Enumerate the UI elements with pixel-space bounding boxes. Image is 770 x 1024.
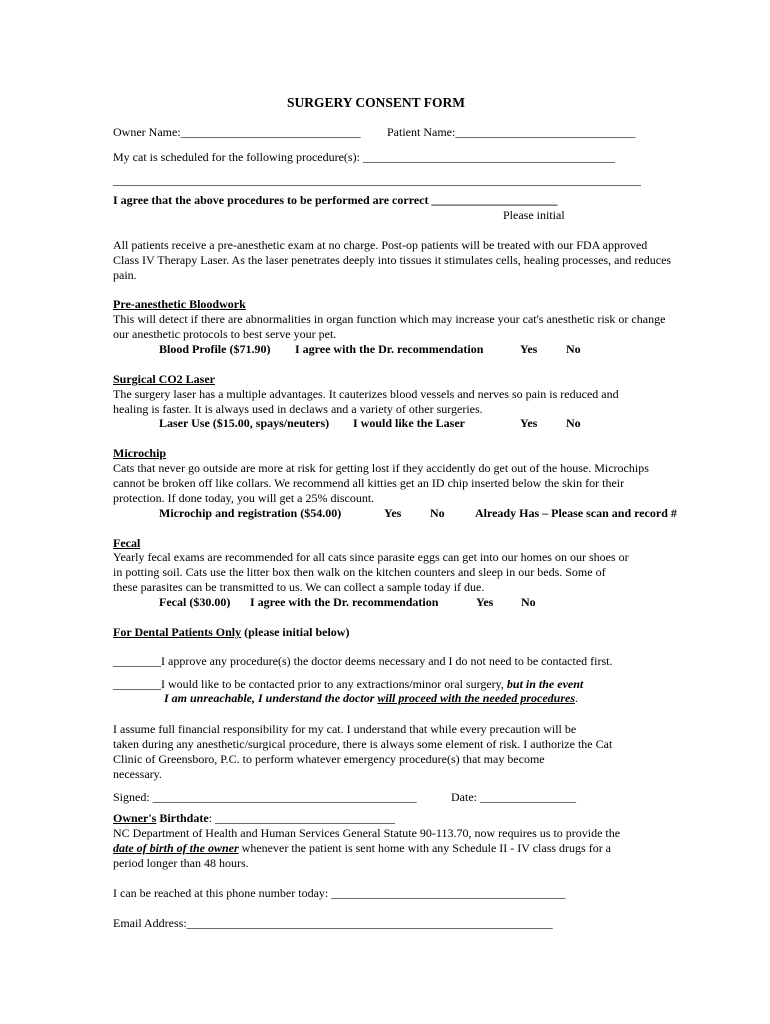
intro-line: All patients receive a pre-anesthetic exam at no charge. Post-op patients will be treated with our FDA approved	[113, 238, 648, 252]
fecal-text: these parasites can be transmitted to us. We can collect a sample today if due.	[113, 580, 485, 594]
microchip-no-option[interactable]: No	[430, 506, 445, 520]
please-initial-caption: Please initial	[503, 208, 565, 222]
procedure-field-continued[interactable]: ________________________________________________________________________________________	[113, 173, 641, 187]
dental-option-emphasis: but in the event	[506, 677, 584, 691]
responsibility-text: I assume full financial responsibility for my cat. I understand that while every precaution will be	[113, 722, 577, 736]
dental-option-continued	[164, 691, 578, 706]
laser-no-option[interactable]: No	[566, 416, 581, 430]
procedure-field[interactable]: My cat is scheduled for the following procedure(s): __________________________________________	[113, 150, 615, 164]
dental-option-period: .	[575, 691, 579, 705]
dob-emphasis: date of birth of the owner	[113, 841, 239, 855]
laser-use-item: Laser Use ($15.00, spays/neuters)	[159, 416, 330, 430]
dental-option-text: ________I would like to be contacted prior to any extractions/minor oral surgery,	[113, 677, 507, 691]
fecal-heading: Fecal	[113, 536, 141, 550]
laser-choice: I would like the Laser	[353, 416, 466, 430]
laser-text: healing is faster. It is always used in declaws and a variety of other surgeries.	[113, 402, 483, 416]
fecal-text: in potting soil. Cats use the litter box then walk on the kitchen counters and sleep in our beds. Some of	[113, 565, 606, 579]
microchip-text: cannot be broken off like collars. We recommend all kitties get an ID chip inserted below the skin for their	[113, 476, 625, 490]
microchip-text: Cats that never go outside are more at risk for getting lost if they accidently do get out of the house. Microchips	[113, 461, 649, 475]
laser-text: The surgery laser has a multiple advantages. It cauterizes blood vessels and nerves so pain is reduced and	[113, 387, 619, 401]
owner-birthdate-field[interactable]	[113, 811, 395, 826]
birthdate-label-2: Birthdate	[156, 811, 209, 825]
dental-option-emphasis-underlined: will proceed with the needed procedures	[377, 691, 576, 705]
microchip-already-has-option[interactable]: Already Has – Please scan and record #	[475, 506, 677, 520]
dental-option-contact-first[interactable]	[113, 677, 583, 692]
microchip-heading: Microchip	[113, 446, 167, 460]
dental-option-emphasis: I am unreachable, I understand the doctor	[164, 691, 378, 705]
bloodwork-text: our anesthetic protocols to best serve your pet.	[113, 327, 337, 341]
dental-heading: For Dental Patients Only	[113, 625, 242, 639]
page-title: SURGERY CONSENT FORM	[287, 95, 466, 110]
responsibility-text: necessary.	[113, 767, 162, 781]
statute-text: period longer than 48 hours.	[113, 856, 249, 870]
bloodwork-heading: Pre-anesthetic Bloodwork	[113, 297, 246, 311]
bloodwork-choice: I agree with the Dr. recommendation	[295, 342, 484, 356]
responsibility-text: taken during any anesthetic/surgical procedure, there is always some element of risk. I authorize the Cat	[113, 737, 613, 751]
responsibility-text: Clinic of Greensboro, P.C. to perform whatever emergency procedure(s) that may become	[113, 752, 545, 766]
microchip-yes-option[interactable]: Yes	[384, 506, 402, 520]
microchip-text: protection. If done today, you will get a 25% discount.	[113, 491, 375, 505]
microchip-item: Microchip and registration ($54.00)	[159, 506, 342, 520]
birthdate-blank: : ______________________________	[208, 811, 396, 825]
dental-note: (please initial below)	[241, 625, 350, 639]
laser-heading: Surgical CO2 Laser	[113, 372, 215, 386]
intro-line: pain.	[113, 268, 137, 282]
dental-heading-row	[113, 625, 349, 640]
blood-profile-item: Blood Profile ($71.90)	[159, 342, 271, 356]
fecal-choice: I agree with the Dr. recommendation	[250, 595, 439, 609]
statute-text-row	[113, 841, 611, 856]
signature-field[interactable]: Signed: ____________________________________________	[113, 790, 417, 804]
birthdate-label: Owner's	[113, 811, 157, 825]
fecal-no-option[interactable]: No	[521, 595, 536, 609]
bloodwork-yes-option[interactable]: Yes	[520, 342, 538, 356]
fecal-item: Fecal ($30.00)	[159, 595, 231, 609]
laser-yes-option[interactable]: Yes	[520, 416, 538, 430]
fecal-yes-option[interactable]: Yes	[476, 595, 494, 609]
bloodwork-no-option[interactable]: No	[566, 342, 581, 356]
date-field[interactable]: Date: ________________	[451, 790, 576, 804]
statute-text: NC Department of Health and Human Services General Statute 90-113.70, now requires us to provide the	[113, 826, 621, 840]
fecal-text: Yearly fecal exams are recommended for all cats since parasite eggs can get into our homes on our shoes or	[113, 550, 629, 564]
statute-text: whenever the patient is sent home with any Schedule II - IV class drugs for a	[238, 841, 612, 855]
owner-name-field[interactable]: Owner Name:______________________________	[113, 125, 361, 139]
agree-procedures-initial[interactable]: I agree that the above procedures to be performed are correct _____________________	[113, 193, 558, 207]
dental-option-approve-any[interactable]: ________I approve any procedure(s) the doctor deems necessary and I do not need to be contacted first.	[113, 654, 613, 668]
patient-name-field[interactable]: Patient Name:______________________________	[387, 125, 636, 139]
intro-line: Class IV Therapy Laser. As the laser penetrates deeply into tissues it stimulates cells, healing processes, and reduces	[113, 253, 672, 267]
email-field[interactable]: Email Address:_____________________________________________________________	[113, 916, 553, 930]
bloodwork-text: This will detect if there are abnormalities in organ function which may increase your cat's anesthetic risk or change	[113, 312, 666, 326]
phone-field[interactable]: I can be reached at this phone number today: _______________________________________	[113, 886, 566, 900]
